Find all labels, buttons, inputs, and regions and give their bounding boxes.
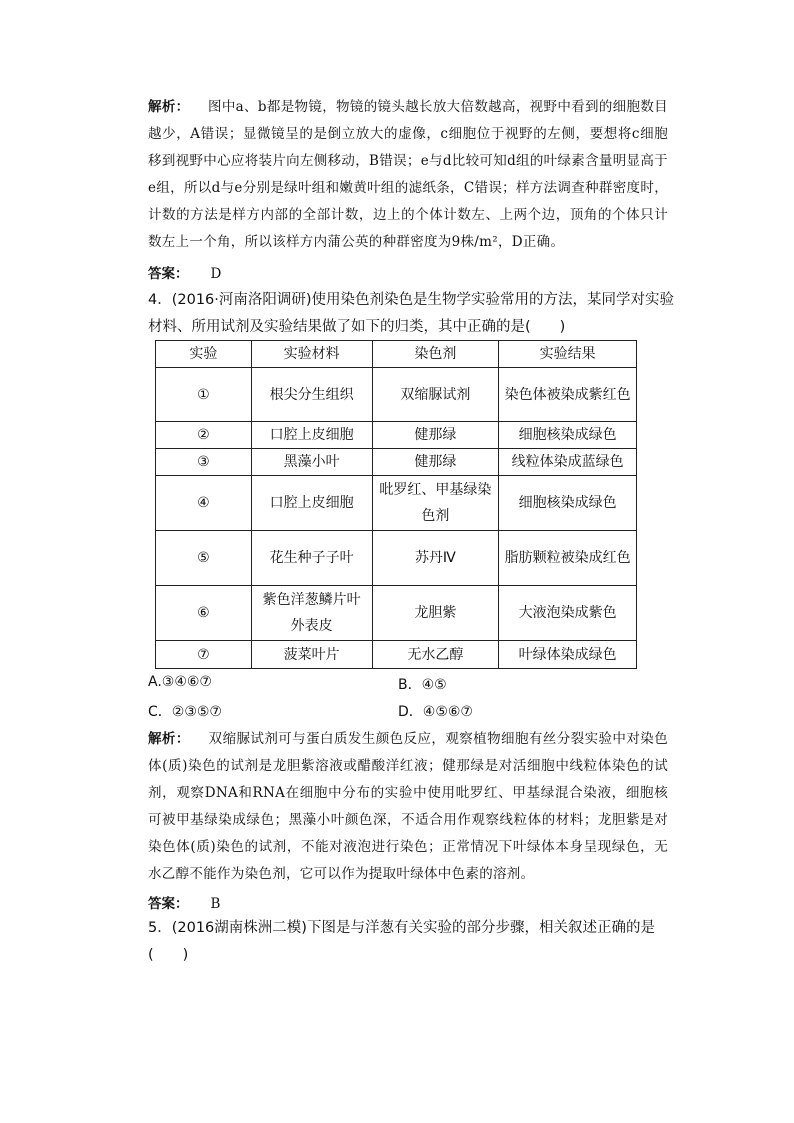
analysis-text: 图中a、b都是物镜，物镜的镜头越长放大倍数越高，视野中看到的细胞数目越少，A错误；显微镜呈的是倒立放大的虚像，c细胞位于视野的左侧，要想将c细胞移到视野中心应将装片向左侧移动，B错误；e与d比较可知d组的叶绿素含量明显高于e组，所以d与e分别是绿叶组和嫩黄叶组的滤纸条，C错误；样方法调查种群密度时，计数的方法是样方内部的全部计数，边上的个体计数左、上两个边，顶角的个体只计数左上一个角，所以该样方内蒲公英的种群密度为9株/m²，D正确。 [148, 99, 668, 250]
table-row [156, 531, 637, 586]
table-cell: ⑦ [156, 641, 252, 669]
table-cell: 细胞核染成绿色 [499, 476, 637, 531]
option-a: A.③④⑥⑦ [148, 674, 212, 690]
analysis-paragraph-2 [148, 726, 668, 888]
table-cell: ① [156, 368, 252, 422]
table-cell: ⑥ [156, 586, 252, 641]
answer-value: B [210, 896, 221, 912]
table-row [156, 422, 637, 449]
answer-line-2 [148, 892, 220, 912]
question-5: 5．(2016湖南株洲二模)下图是与洋葱有关实验的部分步骤，相关叙述正确的是( ) [148, 920, 655, 963]
table-cell: 大液泡染成紫色 [499, 586, 637, 641]
table-cell: 菠菜叶片 [251, 641, 372, 669]
table-header-cell: 实验材料 [251, 341, 372, 368]
answer-line-1 [148, 262, 221, 282]
table-row [156, 368, 637, 422]
table-cell: ② [156, 422, 252, 449]
question-4: 4．(2016·河南洛阳调研)使用染色剂染色是生物学实验常用的方法，某同学对实验材料、所用试剂及实验结果做了如下的归类，其中正确的是( ) [148, 292, 675, 335]
answer-label: 答案： [148, 266, 189, 282]
table-cell: 黑藻小叶 [251, 449, 372, 476]
table-cell: 叶绿体染成绿色 [499, 641, 637, 669]
table-cell: ③ [156, 449, 252, 476]
table-cell: 健那绿 [372, 422, 499, 449]
analysis-text: 双缩脲试剂可与蛋白质发生颜色反应，观察植物细胞有丝分裂实验中对染色体(质)染色的试剂是龙胆紫溶液或醋酸洋红液；健那绿是对活细胞中线粒体染色的试剂，观察DNA和RNA在细胞中分布的实验中使用吡罗红、甲基绿混合染液，细胞核可被甲基绿染成绿色；黑藻小叶颜色深，不适合用作观察线粒体的材料；龙胆紫是对染色体(质)染色的试剂，不能对液泡进行染色；正常情况下叶绿体本身呈现绿色，无水乙醇不能作为染色剂，它可以作为提取叶绿体中色素的溶剂。 [148, 731, 668, 882]
table-cell: 龙胆紫 [372, 586, 499, 641]
table-cell: 紫色洋葱鳞片叶外表皮 [251, 586, 372, 641]
table-cell: 口腔上皮细胞 [251, 476, 372, 531]
table-row [156, 641, 637, 669]
table-header-cell: 实验结果 [499, 341, 637, 368]
table-cell: 健那绿 [372, 449, 499, 476]
table-cell: 花生种子子叶 [251, 531, 372, 586]
table-row [156, 586, 637, 641]
table-cell: 双缩脲试剂 [372, 368, 499, 422]
experiment-table [155, 340, 637, 669]
table-cell: ⑤ [156, 531, 252, 586]
table-cell: 吡罗红、甲基绿染色剂 [372, 476, 499, 531]
analysis-label: 解析： [148, 731, 190, 747]
table-cell: 染色体被染成紫红色 [499, 368, 637, 422]
table-cell: 口腔上皮细胞 [251, 422, 372, 449]
table-header-cell: 实验 [156, 341, 252, 368]
answer-value: D [210, 266, 222, 282]
table-cell: 根尖分生组织 [251, 368, 372, 422]
option-d: D．④⑤⑥⑦ [398, 704, 473, 720]
table-cell: 无水乙醇 [372, 641, 499, 669]
table-cell: 线粒体染成蓝绿色 [499, 449, 637, 476]
option-b: B．④⑤ [398, 677, 447, 693]
table-cell: 脂肪颗粒被染成红色 [499, 531, 637, 586]
table-header-row [156, 341, 637, 368]
table-cell: 细胞核染成绿色 [499, 422, 637, 449]
table-cell: ④ [156, 476, 252, 531]
answer-label: 答案： [148, 896, 189, 912]
analysis-paragraph-1 [148, 94, 668, 256]
analysis-label: 解析： [148, 99, 190, 115]
table-row [156, 476, 637, 531]
table-row [156, 449, 637, 476]
table-cell: 苏丹Ⅳ [372, 531, 499, 586]
table-header-cell: 染色剂 [372, 341, 499, 368]
option-c: C．②③⑤⑦ [148, 704, 222, 720]
